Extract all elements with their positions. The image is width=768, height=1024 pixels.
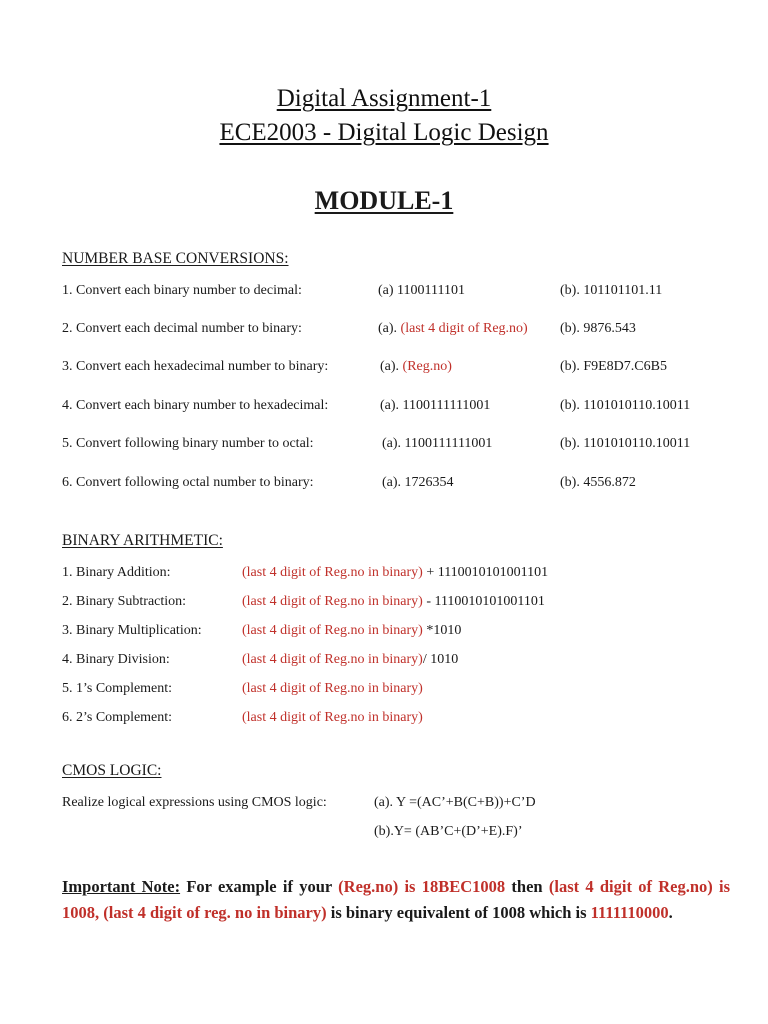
- cmos-expression-b: (b).Y= (AB’C+(D’+E).F)’: [374, 824, 523, 839]
- conversion-part-b: (b). 101101101.11: [560, 283, 663, 298]
- arithmetic-operation: (last 4 digit of Reg.no in binary) *1010: [242, 623, 462, 638]
- arithmetic-operation: (last 4 digit of Reg.no in binary)/ 1010: [242, 652, 459, 667]
- conversion-question: 6. Convert following octal number to binary:: [62, 475, 314, 490]
- arithmetic-label: 4. Binary Division:: [62, 652, 170, 667]
- binary-arithmetic-heading: BINARY ARITHMETIC:: [62, 532, 223, 549]
- arithmetic-label: 2. Binary Subtraction:: [62, 594, 187, 609]
- conversion-part-a: (a) 1100111101: [378, 283, 465, 298]
- arithmetic-operation: (last 4 digit of Reg.no in binary) - 1110010101001101: [242, 594, 545, 609]
- arithmetic-operation: (last 4 digit of Reg.no in binary) + 1110010101001101: [242, 565, 549, 580]
- arithmetic-operation: (last 4 digit of Reg.no in binary): [242, 710, 423, 725]
- conversion-part-a: (a). 1100111111001: [382, 436, 493, 451]
- conversion-question: 3. Convert each hexadecimal number to binary:: [62, 359, 329, 374]
- cmos-question: Realize logical expressions using CMOS logic:: [62, 795, 327, 810]
- important-note-label: Important Note:: [62, 877, 181, 896]
- course-title: ECE2003 - Digital Logic Design: [219, 119, 549, 146]
- arithmetic-label: 1. Binary Addition:: [62, 565, 171, 580]
- important-note: Important Note: For example if your (Reg.no) is 18BEC1008 then (last 4 digit of Reg.no) is 1008, (last 4 digit of reg. no in binary) is binary equivalent of 1008 which is 1111110000.: [62, 877, 731, 922]
- conversion-part-b: (b). 1101010110.10011: [560, 398, 691, 413]
- cmos-logic-heading: CMOS LOGIC:: [62, 762, 162, 779]
- arithmetic-label: 3. Binary Multiplication:: [62, 623, 202, 638]
- conversion-question: 4. Convert each binary number to hexadecimal:: [62, 398, 329, 413]
- conversion-part-b: (b). F9E8D7.C6B5: [560, 359, 667, 374]
- conversion-part-a: (a). 1100111111001: [380, 398, 491, 413]
- arithmetic-operation: (last 4 digit of Reg.no in binary): [242, 681, 423, 696]
- conversion-part-b: (b). 1101010110.10011: [560, 436, 691, 451]
- conversion-part-b: (b). 9876.543: [560, 321, 636, 336]
- cmos-expression-a: (a). Y =(AC’+B(C+B))+C’D: [374, 795, 536, 810]
- conversion-part-a: (a). (Reg.no): [380, 359, 452, 374]
- conversion-question: 5. Convert following binary number to octal:: [62, 436, 314, 451]
- conversion-part-a: (a). 1726354: [382, 475, 454, 490]
- module-heading: MODULE-1: [314, 186, 454, 215]
- conversion-question: 2. Convert each decimal number to binary:: [62, 321, 302, 336]
- conversion-part-b: (b). 4556.872: [560, 475, 636, 490]
- arithmetic-label: 6. 2’s Complement:: [62, 710, 173, 725]
- arithmetic-label: 5. 1’s Complement:: [62, 681, 173, 696]
- number-base-heading: NUMBER BASE CONVERSIONS:: [62, 250, 289, 267]
- conversion-question: 1. Convert each binary number to decimal:: [62, 283, 302, 298]
- conversion-part-a: (a). (last 4 digit of Reg.no): [378, 321, 528, 336]
- document-title: Digital Assignment-1: [276, 85, 492, 112]
